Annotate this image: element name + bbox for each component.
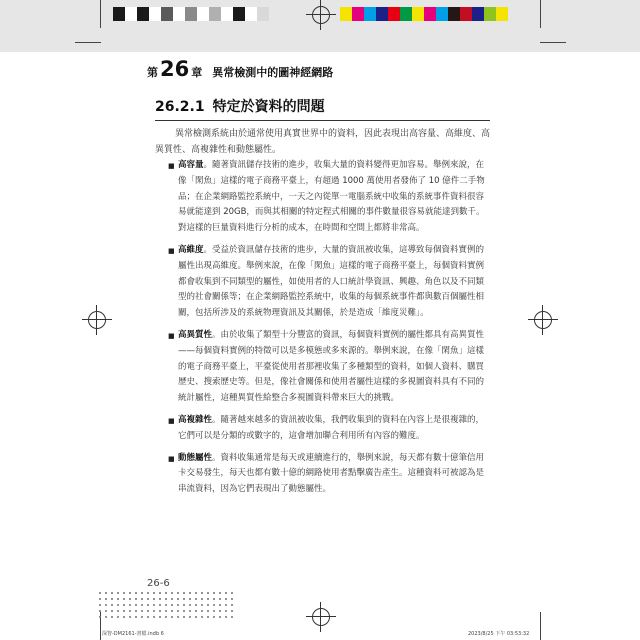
color-swatch: [436, 7, 448, 21]
color-swatch: [245, 7, 257, 21]
crop-mark: [100, 0, 101, 28]
color-swatch: [137, 7, 149, 21]
list-item: [168, 328, 486, 407]
bullet-body: 。隨著越來越多的資訊被收集，我們收集到的資料在內容上是很複雜的，它們可以是分類的或數字的，這會增加聯合利用所有內容的難度。: [178, 414, 485, 441]
bullet-text: [178, 451, 486, 498]
bullet-icon: ■: [168, 162, 175, 170]
crop-mark: [540, 42, 566, 43]
slug-file-name: 深智-DM2161-書檔.indb 6: [102, 631, 164, 637]
chapter-title: 異常檢測中的圖神經網路: [212, 66, 334, 79]
color-swatch: [364, 7, 376, 21]
grayscale-color-bar: [113, 7, 269, 21]
bullet-body: 。由於收集了類型十分豐富的資訊，每個資料實例的屬性都具有高異質性——每個資料實例的特徵可以是多模態或多來源的。舉例來說，在像「閑魚」這樣的電子商務平臺上，平臺從使用者那裡收集了多種類型的資料，如個人資料、購買歷史、搜索歷史等。但是，像社會關係和使用者屬性這樣的多視圖資料具有不同的統計屬性，這種異質性給整合多視圖資料帶來巨大的挑戰。: [178, 329, 485, 404]
list-item: [168, 413, 486, 445]
color-swatch: [340, 7, 352, 21]
color-swatch: [209, 7, 221, 21]
list-item: [168, 243, 486, 322]
color-swatch: [233, 7, 245, 21]
color-swatch: [161, 7, 173, 21]
bullet-text: [178, 158, 486, 237]
color-swatch: [388, 7, 400, 21]
bullet-icon: ■: [168, 416, 175, 425]
bullet-icon: ■: [168, 331, 175, 340]
bullet-term: 高複雜性: [178, 414, 213, 425]
crop-mark: [540, 0, 541, 28]
color-swatch: [173, 7, 185, 21]
chapter-suffix: 章: [191, 66, 203, 79]
color-swatch: [197, 7, 209, 21]
color-swatch: [400, 7, 412, 21]
section-number: 26.2.1: [155, 99, 205, 115]
color-swatch: [460, 7, 472, 21]
color-swatch: [149, 7, 161, 21]
color-swatch: [185, 7, 197, 21]
chapter-prefix: 第: [147, 66, 158, 79]
bullet-icon: ■: [168, 454, 175, 463]
color-swatch: [113, 7, 125, 21]
section-title: 特定於資料的問題: [212, 99, 325, 115]
color-swatch: [352, 7, 364, 21]
bullet-text: [178, 328, 486, 407]
color-swatch: [448, 7, 460, 21]
crop-mark: [75, 42, 101, 43]
color-swatch: [496, 7, 508, 21]
bullet-list: [168, 158, 486, 504]
color-swatch: [412, 7, 424, 21]
registration-mark-bottom: [306, 602, 336, 632]
color-swatch: [257, 7, 269, 21]
color-swatch: [484, 7, 496, 21]
bullet-icon: ■: [168, 246, 175, 255]
process-color-bar: [340, 7, 508, 21]
registration-mark-left: [82, 305, 112, 335]
page-number: 26-6: [147, 578, 170, 589]
bullet-body: 。隨著資訊儲存技術的進步，收集大量的資料變得更加容易。舉例來說，在像「閑魚」這樣的電子商務平臺上，有超過 1000 萬使用者發佈了 10 億件二手物品；在企業網路監控系統中，一天之內從單一電腦系統中收集的系統事件資料很容易就能達到 20GB，而與其相關的特定程式相關的事件數量很容易就能達到數千。對這樣的巨量資料進行分析的成本，在時間和空間上都將非常高。: [178, 160, 485, 234]
color-swatch: [424, 7, 436, 21]
list-item: [168, 158, 486, 237]
slug-timestamp: 2023/8/25 下午 03:53:32: [468, 631, 530, 637]
bullet-term: 動態屬性: [178, 452, 213, 463]
bullet-body: 。受益於資訊儲存技術的進步，大量的資訊被收集，這導致每個資料實例的屬性出現高維度。舉例來說，在像「閑魚」這樣的電子商務平臺上，每個資料實例都會收集到不同類型的屬性，如使用者的人口統計學資訊、興趣、角色以及不同類型的社會關係等；在企業網路監控系統中，收集的每個系統事件都與數百個屬性相關，包括所涉及的系統物理資訊及其關係，於是造成「維度災難」。: [178, 244, 485, 319]
intro-paragraph: 異常檢測系統由於通常使用真實世界中的資料，因此表現出高容量、高維度、高異質性、高複雜性和動態屬性。: [155, 129, 491, 155]
color-swatch: [125, 7, 137, 21]
section-heading: [155, 96, 490, 121]
chapter-number: 26: [160, 57, 190, 81]
color-swatch: [376, 7, 388, 21]
bullet-text: [178, 413, 486, 445]
dot-pattern-decoration: [97, 590, 237, 620]
list-item: [168, 451, 486, 498]
color-swatch: [221, 7, 233, 21]
color-swatch: [472, 7, 484, 21]
bullet-text: [178, 243, 486, 322]
bullet-term: 高容量: [178, 160, 204, 170]
registration-mark-right: [528, 305, 558, 335]
registration-mark-top: [306, 0, 336, 30]
bullet-term: 高異質性: [178, 329, 213, 340]
bullet-term: 高維度: [178, 244, 204, 255]
crop-mark: [540, 612, 541, 640]
chapter-header: [147, 57, 333, 81]
bullet-body: 。資料收集通常是每天或連續進行的，舉例來說，每天都有數十億筆信用卡交易發生，每天也都有數十億的網路使用者點擊廣告產生。這種資料可被認為是串流資料，因為它們表現出了動態屬性。: [178, 452, 485, 495]
